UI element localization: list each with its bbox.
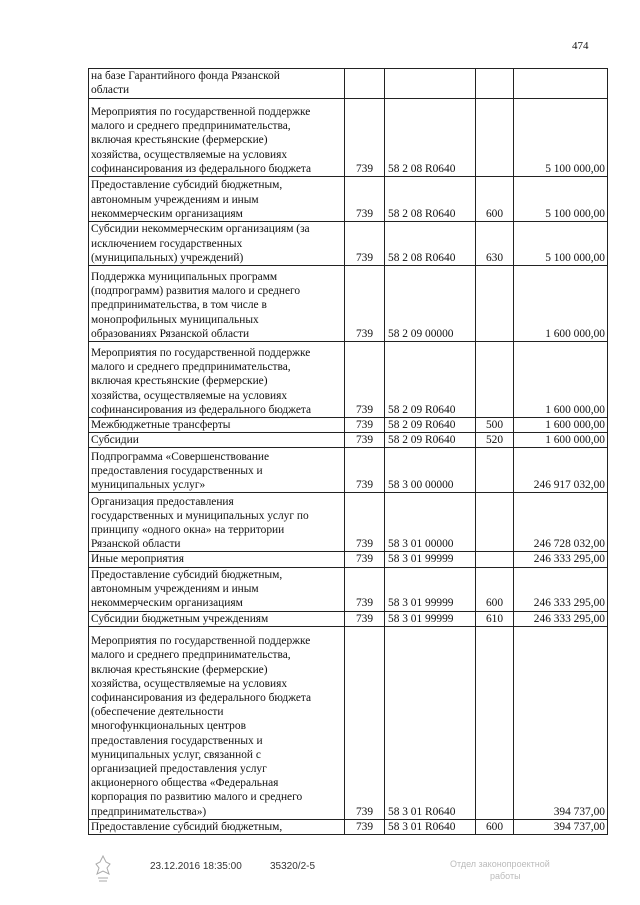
table-row bbox=[89, 448, 608, 493]
table-row bbox=[89, 222, 608, 266]
table-row bbox=[89, 266, 608, 342]
row-name-cell: Предоставление субсидий бюджетным, bbox=[89, 819, 345, 834]
row-sum-cell: 5 100 000,00 bbox=[514, 99, 608, 177]
row-sum-cell: 1 600 000,00 bbox=[514, 342, 608, 418]
row-name-cell: Предоставление субсидий бюджетным, автономным учреждениям и иным некоммерческим организациям bbox=[89, 567, 345, 611]
row-sum-cell: 1 600 000,00 bbox=[514, 433, 608, 448]
footer-stamp bbox=[450, 858, 550, 882]
table-row bbox=[89, 177, 608, 222]
row-vr-cell bbox=[476, 552, 514, 567]
table-row bbox=[89, 69, 608, 99]
row-vr-cell bbox=[476, 493, 514, 552]
table-row bbox=[89, 342, 608, 418]
row-vr-cell: 600 bbox=[476, 177, 514, 222]
table-row bbox=[89, 433, 608, 448]
row-ved-cell bbox=[345, 69, 385, 99]
row-csr-cell: 58 3 01 99999 bbox=[385, 611, 476, 626]
row-sum-cell: 246 917 032,00 bbox=[514, 448, 608, 493]
row-name-cell: Иные мероприятия bbox=[89, 552, 345, 567]
row-vr-cell: 630 bbox=[476, 222, 514, 266]
row-ved-cell: 739 bbox=[345, 552, 385, 567]
row-name-cell: Субсидии бюджетным учреждениям bbox=[89, 611, 345, 626]
row-csr-cell: 58 2 09 R0640 bbox=[385, 342, 476, 418]
row-csr-cell: 58 3 01 R0640 bbox=[385, 626, 476, 819]
row-ved-cell: 739 bbox=[345, 611, 385, 626]
row-vr-cell bbox=[476, 448, 514, 493]
row-vr-cell bbox=[476, 266, 514, 342]
page-number: 474 bbox=[572, 40, 589, 52]
stamp-line-1: Отдел законопроектной bbox=[450, 859, 550, 869]
row-ved-cell: 739 bbox=[345, 99, 385, 177]
row-csr-cell: 58 3 01 00000 bbox=[385, 493, 476, 552]
row-ved-cell: 739 bbox=[345, 567, 385, 611]
row-ved-cell: 739 bbox=[345, 342, 385, 418]
row-name-cell: Мероприятия по государственной поддержке малого и среднего предпринимательства, включая крестьянские (фермерские) хозяйства, осуществляемые на условиях софинансирования из федерального бюджета bbox=[89, 99, 345, 177]
row-sum-cell: 1 600 000,00 bbox=[514, 266, 608, 342]
row-csr-cell: 58 3 01 99999 bbox=[385, 567, 476, 611]
row-name-cell: Организация предоставления государственных и муниципальных услуг по принципу «одного окна» на территории Рязанской области bbox=[89, 493, 345, 552]
row-csr-cell: 58 2 09 R0640 bbox=[385, 418, 476, 433]
row-ved-cell: 739 bbox=[345, 418, 385, 433]
footer-code: 35320/2-5 bbox=[270, 861, 316, 872]
row-vr-cell: 520 bbox=[476, 433, 514, 448]
row-vr-cell bbox=[476, 99, 514, 177]
row-csr-cell bbox=[385, 69, 476, 99]
row-name-cell: Субсидии некоммерческим организациям (за исключением государственных (муниципальных) учреждений) bbox=[89, 222, 345, 266]
row-sum-cell: 5 100 000,00 bbox=[514, 222, 608, 266]
row-csr-cell: 58 3 00 00000 bbox=[385, 448, 476, 493]
row-csr-cell: 58 2 08 R0640 bbox=[385, 177, 476, 222]
stamp-line-2: работы bbox=[490, 871, 521, 881]
row-sum-cell: 246 333 295,00 bbox=[514, 611, 608, 626]
row-name-cell: Субсидии bbox=[89, 433, 345, 448]
table-row bbox=[89, 493, 608, 552]
row-sum-cell: 394 737,00 bbox=[514, 626, 608, 819]
row-vr-cell: 600 bbox=[476, 567, 514, 611]
row-csr-cell: 58 3 01 99999 bbox=[385, 552, 476, 567]
row-ved-cell: 739 bbox=[345, 266, 385, 342]
row-ved-cell: 739 bbox=[345, 177, 385, 222]
row-vr-cell bbox=[476, 342, 514, 418]
row-csr-cell: 58 3 01 R0640 bbox=[385, 819, 476, 834]
row-sum-cell: 246 728 032,00 bbox=[514, 493, 608, 552]
row-vr-cell bbox=[476, 626, 514, 819]
row-sum-cell: 1 600 000,00 bbox=[514, 418, 608, 433]
table-row bbox=[89, 418, 608, 433]
row-ved-cell: 739 bbox=[345, 626, 385, 819]
emblem-icon bbox=[94, 854, 112, 884]
table-row bbox=[89, 552, 608, 567]
row-name-cell: Межбюджетные трансферты bbox=[89, 418, 345, 433]
row-name-cell: Предоставление субсидий бюджетным, автономным учреждениям и иным некоммерческим организациям bbox=[89, 177, 345, 222]
budget-table-body bbox=[89, 69, 608, 835]
row-sum-cell bbox=[514, 69, 608, 99]
table-row bbox=[89, 626, 608, 819]
row-csr-cell: 58 2 09 R0640 bbox=[385, 433, 476, 448]
row-ved-cell: 739 bbox=[345, 493, 385, 552]
row-ved-cell: 739 bbox=[345, 448, 385, 493]
footer-date: 23.12.2016 18:35:00 bbox=[150, 861, 242, 872]
table-row bbox=[89, 819, 608, 834]
row-ved-cell: 739 bbox=[345, 433, 385, 448]
row-vr-cell: 600 bbox=[476, 819, 514, 834]
row-vr-cell: 500 bbox=[476, 418, 514, 433]
row-ved-cell: 739 bbox=[345, 819, 385, 834]
row-sum-cell: 246 333 295,00 bbox=[514, 567, 608, 611]
table-row bbox=[89, 611, 608, 626]
row-sum-cell: 394 737,00 bbox=[514, 819, 608, 834]
row-sum-cell: 246 333 295,00 bbox=[514, 552, 608, 567]
row-csr-cell: 58 2 08 R0640 bbox=[385, 222, 476, 266]
row-vr-cell bbox=[476, 69, 514, 99]
row-name-cell: на базе Гарантийного фонда Рязанской области bbox=[89, 69, 345, 99]
row-csr-cell: 58 2 08 R0640 bbox=[385, 99, 476, 177]
table-row bbox=[89, 99, 608, 177]
row-ved-cell: 739 bbox=[345, 222, 385, 266]
row-name-cell: Мероприятия по государственной поддержке малого и среднего предпринимательства, включая крестьянские (фермерские) хозяйства, осуществляемые на условиях софинансирования из федерального бюджета bbox=[89, 342, 345, 418]
page-footer bbox=[0, 858, 640, 898]
table-row bbox=[89, 567, 608, 611]
row-name-cell: Поддержка муниципальных программ (подпрограмм) развития малого и среднего предпринимательства, в том числе в монопрофильных муниципальных образованиях Рязанской области bbox=[89, 266, 345, 342]
row-vr-cell: 610 bbox=[476, 611, 514, 626]
budget-table bbox=[88, 68, 608, 835]
row-sum-cell: 5 100 000,00 bbox=[514, 177, 608, 222]
row-name-cell: Мероприятия по государственной поддержке малого и среднего предпринимательства, включая крестьянские (фермерские) хозяйства, осуществляемые на условиях софинансирования из федерального бюджета (обеспечение деятельности многофункциональных центров предоставления государственных и муниципальных услуг, связанной с организацией предоставления услуг акционерного общества «Федеральная корпорация по развитию малого и среднего предпринимательства») bbox=[89, 626, 345, 819]
row-name-cell: Подпрограмма «Совершенствование предоставления государственных и муниципальных услуг» bbox=[89, 448, 345, 493]
row-csr-cell: 58 2 09 00000 bbox=[385, 266, 476, 342]
